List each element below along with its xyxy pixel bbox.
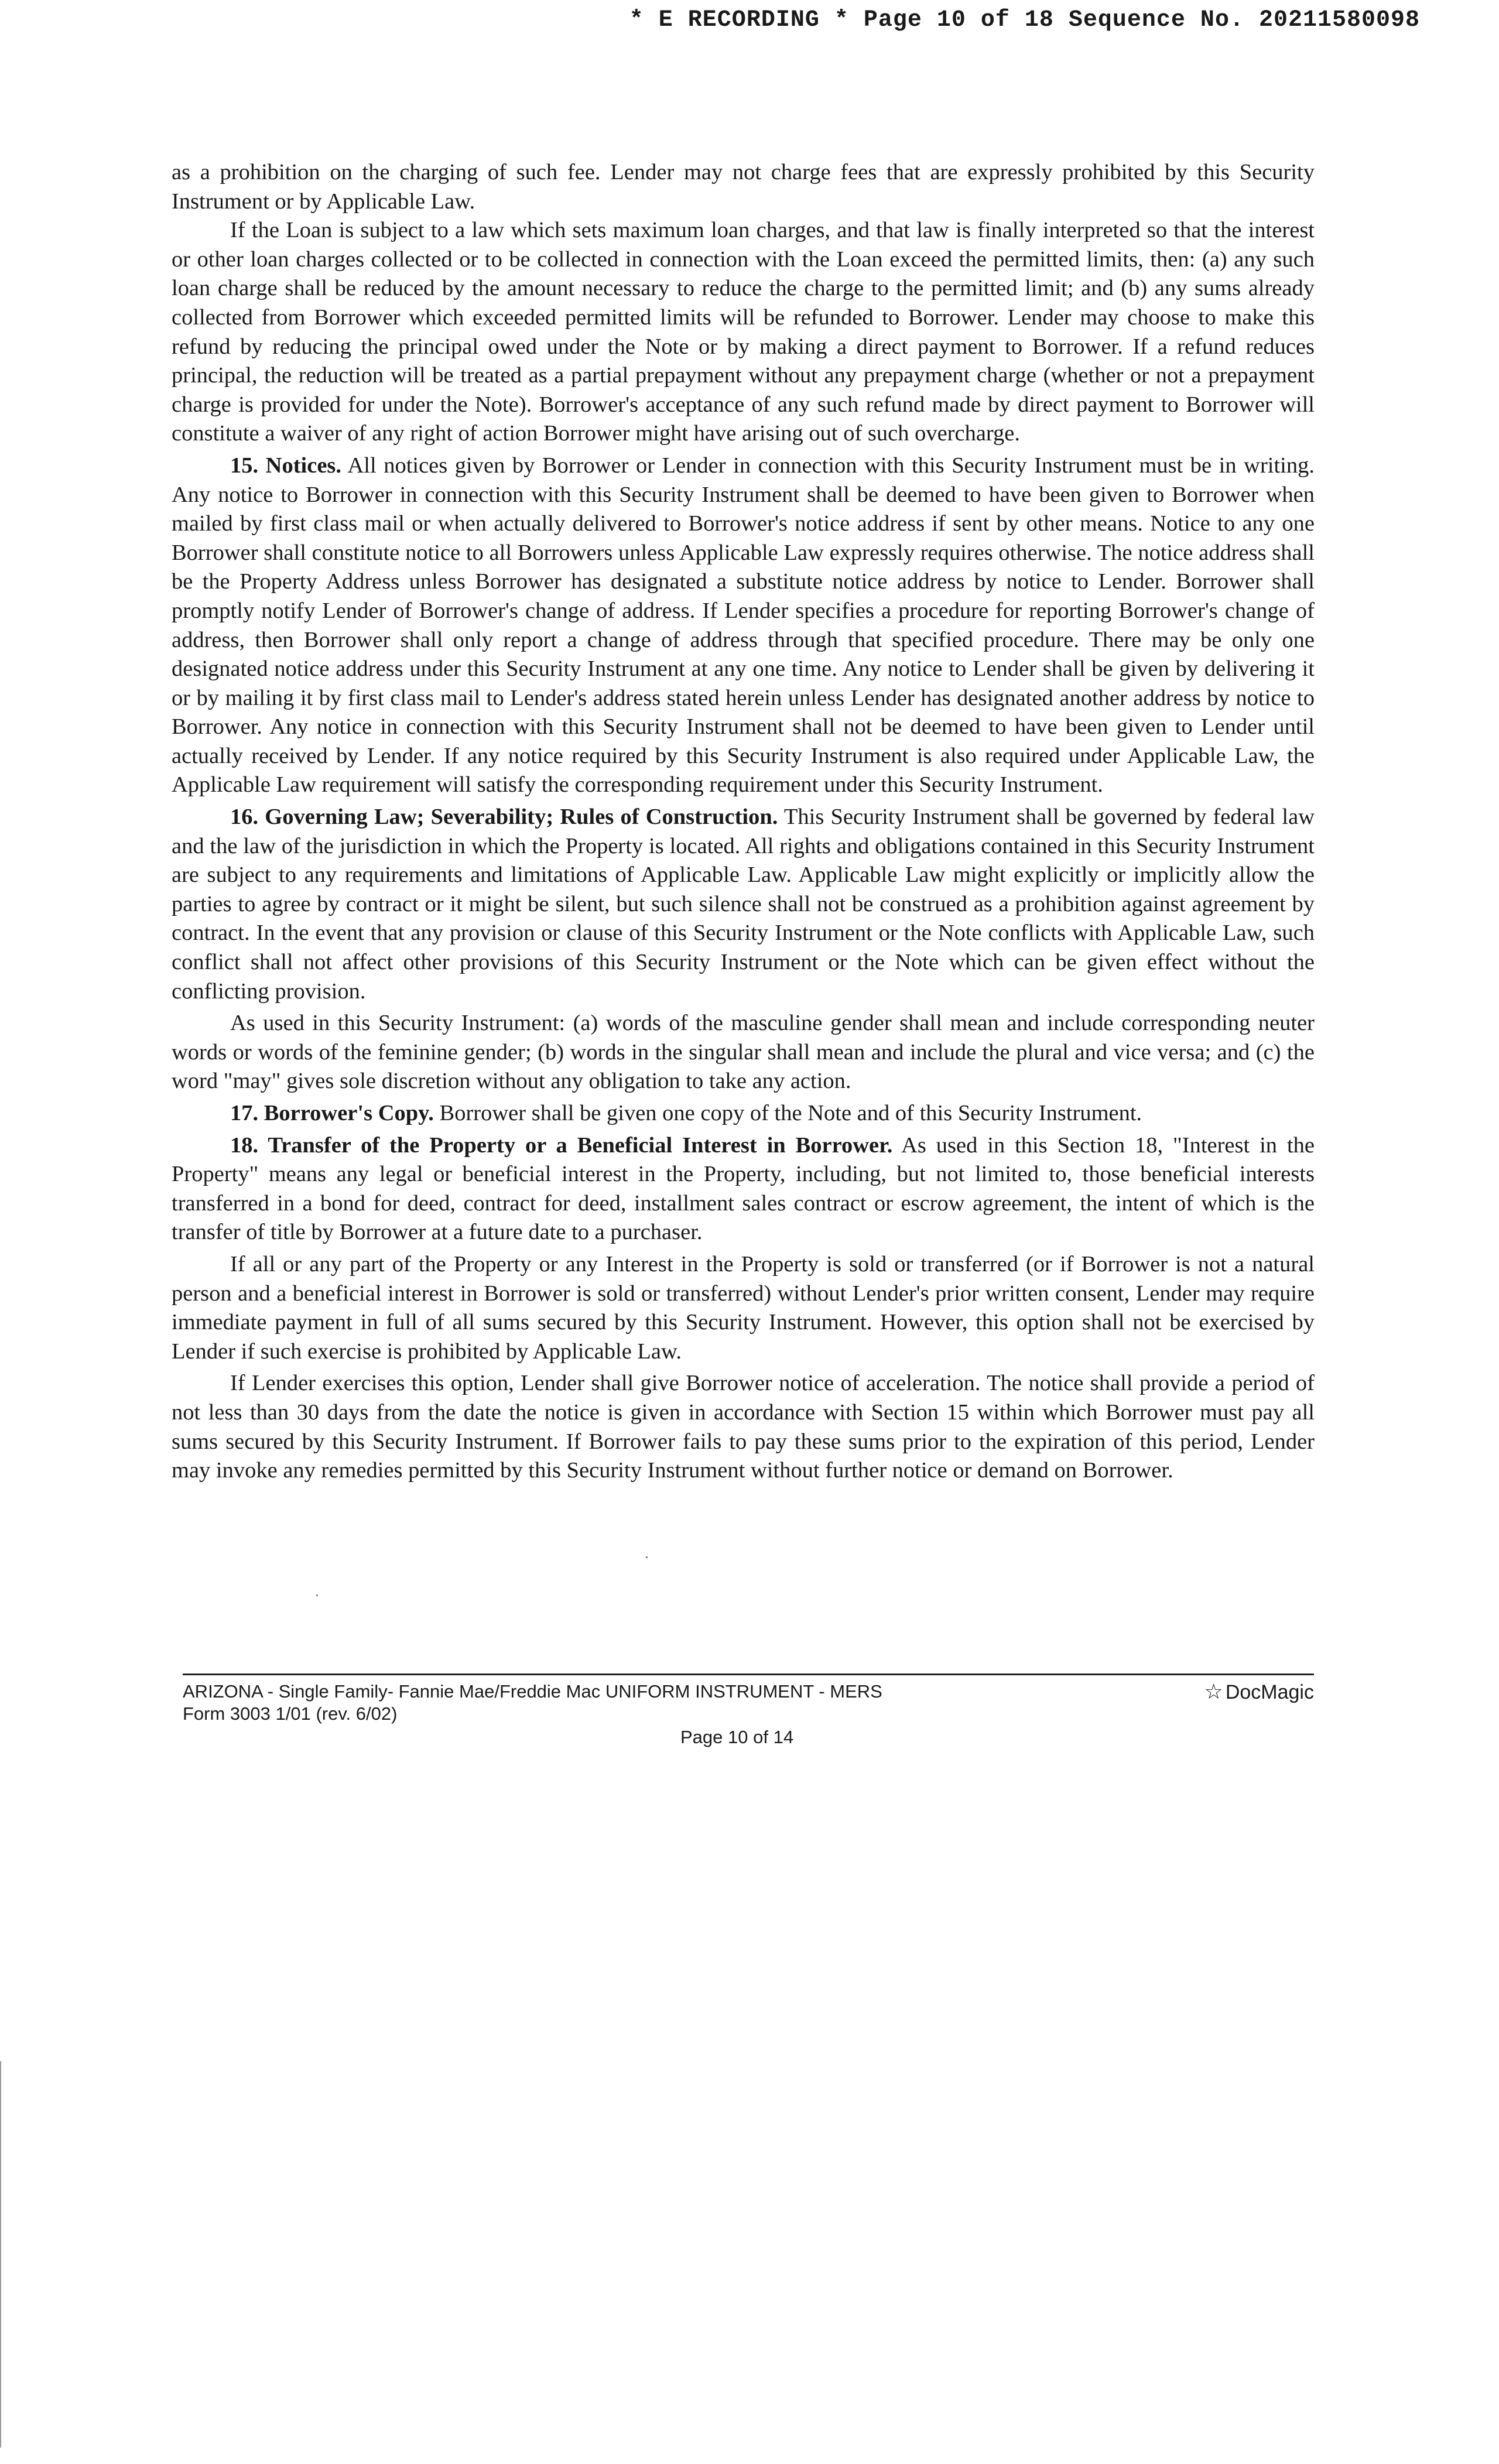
section-16-usage-paragraph: As used in this Security Instrument: (a) words of the masculine gender shall mean and include corresponding neuter words or words of the feminine gender; (b) words in the singular shall mean and include the plural and vice versa; and (c) the word "may" gives sole discretion without any obligation to take any action. bbox=[172, 1011, 1315, 1094]
paragraph-fee-continuation: as a prohibition on the charging of such fee. Lender may not charge fees that are expressly prohibited by this Security Instrument or by Applicable Law. bbox=[172, 160, 1315, 214]
footer-page-number: Page 10 of 14 bbox=[680, 1727, 794, 1747]
section-18-transfer bbox=[172, 1131, 1315, 1247]
section-17-text: Borrower shall be given one copy of the Note and of this Security Instrument. bbox=[439, 1101, 1142, 1125]
scan-speck bbox=[316, 1594, 318, 1596]
form-footer bbox=[183, 1679, 1314, 1747]
docmagic-brand: DocMagic bbox=[1225, 1681, 1314, 1703]
section-18-sale-paragraph: If all or any part of the Property or any Interest in the Property is sold or transferred (or if Borrower is not a natural person and a beneficial interest in Borrower is sold or transferred) without Lender's prior written consent, Lender may require immediate payment in full of all sums secured by this Security Instrument. However, this option shall not be exercised by Lender if such exercise is prohibited by Applicable Law. bbox=[172, 1251, 1315, 1364]
scan-edge-mark bbox=[0, 2061, 1, 2448]
document-body bbox=[172, 158, 1315, 1486]
docmagic-logo bbox=[1204, 1681, 1314, 1703]
footer-divider bbox=[183, 1674, 1314, 1675]
star-icon: ☆ bbox=[1204, 1679, 1223, 1703]
section-16-title: 16. Governing Law; Severability; Rules of Construction. bbox=[230, 805, 778, 830]
section-17-borrowers-copy bbox=[172, 1099, 1315, 1128]
section-15-text: All notices given by Borrower or Lender in connection with this Security Instrument must be in writing. Any notice to Borrower in connection with this Security Instrument shall be deemed to have been given to Borrower when mailed by first class mail or when actually delivered to Borrower's notice address if sent by other means. Notice to any one Borrower shall constitute notice to all Borrowers unless Applicable Law expressly requires otherwise. The notice address shall be the Property Address unless Borrower has designated a substitute notice address by notice to Lender. Borrower shall promptly notify Lender of Borrower's change of address. If Lender specifies a procedure for reporting Borrower's change of address, then Borrower shall only report a change of address through that specified procedure. There may be only one designated notice address under this Security Instrument at any one time. Any notice to Lender shall be given by delivering it or by mailing it by first class mail to Lender's address stated herein unless Lender has designated another address by notice to Borrower. Any notice in connection with this Security Instrument shall not be deemed to have been given to Lender until actually received by Lender. If any notice required by this Security Instrument is also required under Applicable Law, the Applicable Law requirement will satisfy the corresponding requirement under this Security Instrument. bbox=[172, 453, 1315, 798]
section-15-title: 15. Notices. bbox=[230, 453, 342, 478]
footer-form-title: ARIZONA - Single Family- Fannie Mae/Freddie Mac UNIFORM INSTRUMENT - MERS bbox=[183, 1681, 882, 1702]
footer-form-number: Form 3003 1/01 (rev. 6/02) bbox=[183, 1703, 398, 1724]
section-18-text: As used in this Section 18, "Interest in the Property" means any legal or beneficial interest in the Property, including, but not limited to, those beneficial interests transferred in a bond for deed, contract for deed, installment sales contract or escrow agreement, the intent of which is the transfer of title by Borrower at a future date to a purchaser. bbox=[172, 1132, 1315, 1245]
paragraph-loan-charges: If the Loan is subject to a law which sets maximum loan charges, and that law is finally interpreted so that the interest or other loan charges collected or to be collected in connection with the Loan exceed the permitted limits, then: (a) any such loan charge shall be reduced by the amount necessary to reduce the charge to the permitted limit; and (b) any sums already collected from Borrower which exceeded permitted limits will be refunded to Borrower. Lender may choose to make this refund by reducing the principal owed under the Note or by making a direct payment to Borrower. If a refund reduces principal, the reduction will be treated as a partial prepayment without any prepayment charge (whether or not a prepayment charge is provided for under the Note). Borrower's acceptance of any such refund made by direct payment to Borrower will constitute a waiver of any right of action Borrower might have arising out of such overcharge. bbox=[172, 218, 1315, 446]
section-16-governing-law bbox=[172, 803, 1315, 1006]
section-17-title: 17. Borrower's Copy. bbox=[230, 1101, 434, 1125]
section-15-notices bbox=[172, 451, 1315, 800]
section-18-acceleration-paragraph: If Lender exercises this option, Lender shall give Borrower notice of acceleration. The notice shall provide a period of not less than 30 days from the date the notice is given in accordance with Section 15 within which Borrower must pay all sums secured by this Security Instrument. If Borrower fails to pay these sums prior to the expiration of this period, Lender may invoke any remedies permitted by this Security Instrument without further notice or demand on Borrower. bbox=[172, 1371, 1315, 1483]
scan-speck bbox=[646, 1556, 648, 1558]
recording-header: * E RECORDING * Page 10 of 18 Sequence No. 20211580098 bbox=[629, 7, 1420, 33]
section-18-title: 18. Transfer of the Property or a Beneficial Interest in Borrower. bbox=[230, 1132, 893, 1158]
section-16-text: This Security Instrument shall be governed by federal law and the law of the jurisdiction in which the Property is located. All rights and obligations contained in this Security Instrument are subject to any requirements and limitations of Applicable Law. Applicable Law might explicitly or implicitly allow the parties to agree by contract or it might be silent, but such silence shall not be construed as a prohibition against agreement by contract. In the event that any provision or clause of this Security Instrument or the Note conflicts with Applicable Law, such conflict shall not affect other provisions of this Security Instrument or the Note which can be given effect without the conflicting provision. bbox=[172, 805, 1315, 1004]
